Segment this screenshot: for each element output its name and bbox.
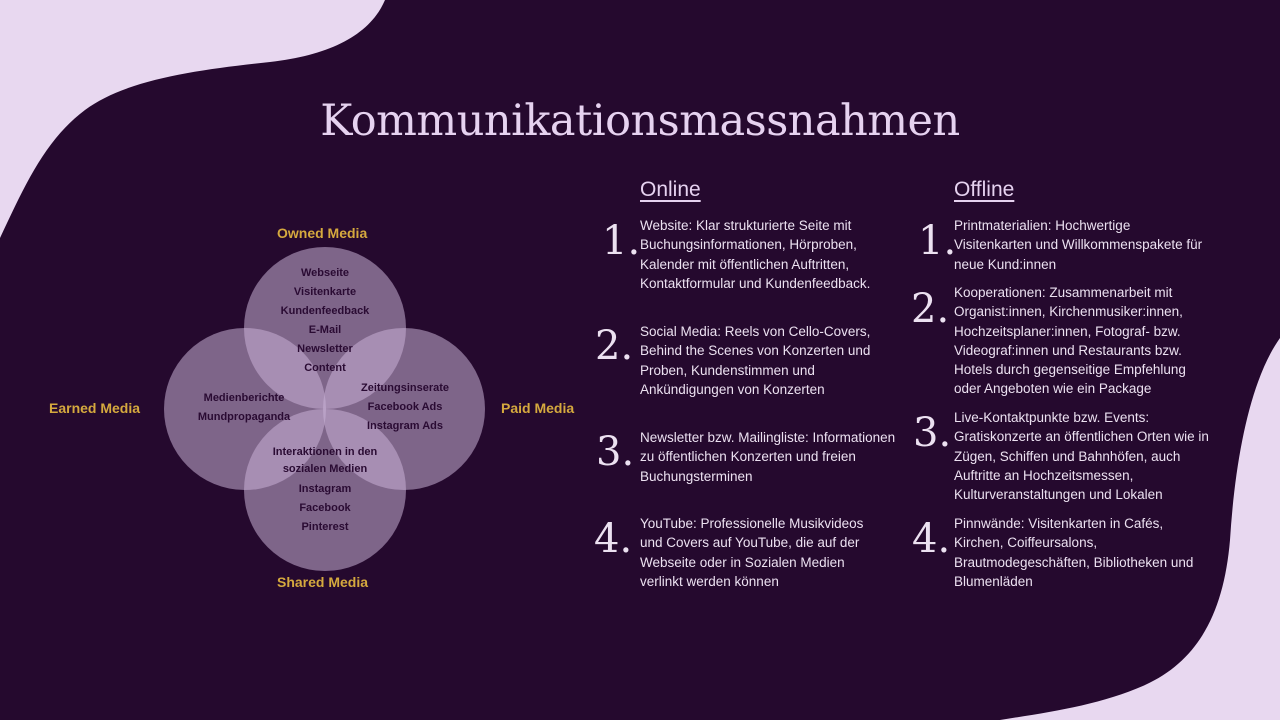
venn-item: sozialen Medien (282, 463, 368, 475)
item-number: 2. (911, 286, 950, 332)
item-number: 2. (595, 323, 634, 369)
shared-media-items (255, 444, 395, 537)
earned-media-items (184, 389, 304, 427)
item-text: YouTube: Professionelle Musikvideos und Covers auf YouTube, die auf der Webseite oder in Sozialen Medien verlinkt werden können (640, 516, 864, 589)
venn-item: Pinterest (301, 521, 349, 533)
online-heading: Online (640, 178, 701, 201)
venn-item: Zeitungsinserate (360, 382, 450, 394)
venn-item: E-Mail (308, 324, 342, 336)
venn-item: Kundenfeedback (280, 305, 370, 317)
owned-media-label: Owned Media (277, 225, 368, 241)
venn-item: Interaktionen in den (272, 446, 378, 458)
venn-item: Facebook (299, 502, 351, 514)
item-number: 4. (594, 516, 633, 562)
paid-media-label: Paid Media (501, 400, 575, 416)
owned-media-items (265, 264, 385, 378)
venn-item: Visitenkarte (293, 286, 357, 298)
venn-item: Newsletter (297, 343, 353, 355)
shared-media-label: Shared Media (277, 574, 369, 590)
offline-heading: Offline (954, 178, 1015, 201)
item-number: 4. (912, 516, 951, 562)
venn-item: Instagram (298, 483, 352, 495)
item-text: Printmaterialien: Hochwertige Visitenkarten und Willkommenspakete für neue Kund:innen (954, 218, 1203, 272)
venn-item: Content (304, 362, 346, 374)
item-number: 3. (596, 429, 635, 475)
paid-media-items (345, 379, 465, 436)
earned-media-label: Earned Media (49, 400, 141, 416)
item-text: Newsletter bzw. Mailingliste: Informationen zu öffentlichen Konzerten und freien Buchungsterminen (640, 430, 896, 484)
item-text: Kooperationen: Zusammenarbeit mit Organist:innen, Kirchenmusiker:innen, Hochzeitsplaner:innen, Fotograf- bzw. Videograf:innen und Restaurants bzw. Hotels durch gegenseitige Empfehlung oder Angeboten wie ein Package (954, 285, 1186, 397)
page-title: Kommunikationsmassnahmen (320, 96, 960, 146)
item-text: Live-Kontaktpunkte bzw. Events: Gratiskonzerte an öffentlichen Orten wie in Zügen, Schiffen und Bahnhöfen, auch Auftritte an Hochzeitsmessen, Kulturveranstaltungen und Lokalen (954, 410, 1209, 503)
venn-item: Mundpropaganda (197, 411, 291, 423)
item-text: Social Media: Reels von Cello-Covers, Behind the Scenes von Konzerten und Proben, Kundenstimmen und Ankündigungen von Konzerten (640, 324, 871, 397)
venn-item: Medienberichte (203, 392, 285, 404)
item-text: Pinnwände: Visitenkarten in Cafés, Kirchen, Coiffeursalons, Brautmodegeschäften, Bibliotheken und Blumenläden (954, 516, 1194, 589)
item-number: 1. (602, 218, 641, 264)
venn-item: Instagram Ads (366, 420, 443, 432)
item-number: 1. (918, 218, 957, 264)
venn-item: Webseite (300, 267, 350, 279)
item-text: Website: Klar strukturierte Seite mit Buchungsinformationen, Hörproben, Kalender mit öffentlichen Auftritten, Kontaktformular und Kundenfeedback. (640, 218, 871, 291)
venn-item: Facebook Ads (367, 401, 443, 413)
item-number: 3. (913, 410, 952, 456)
